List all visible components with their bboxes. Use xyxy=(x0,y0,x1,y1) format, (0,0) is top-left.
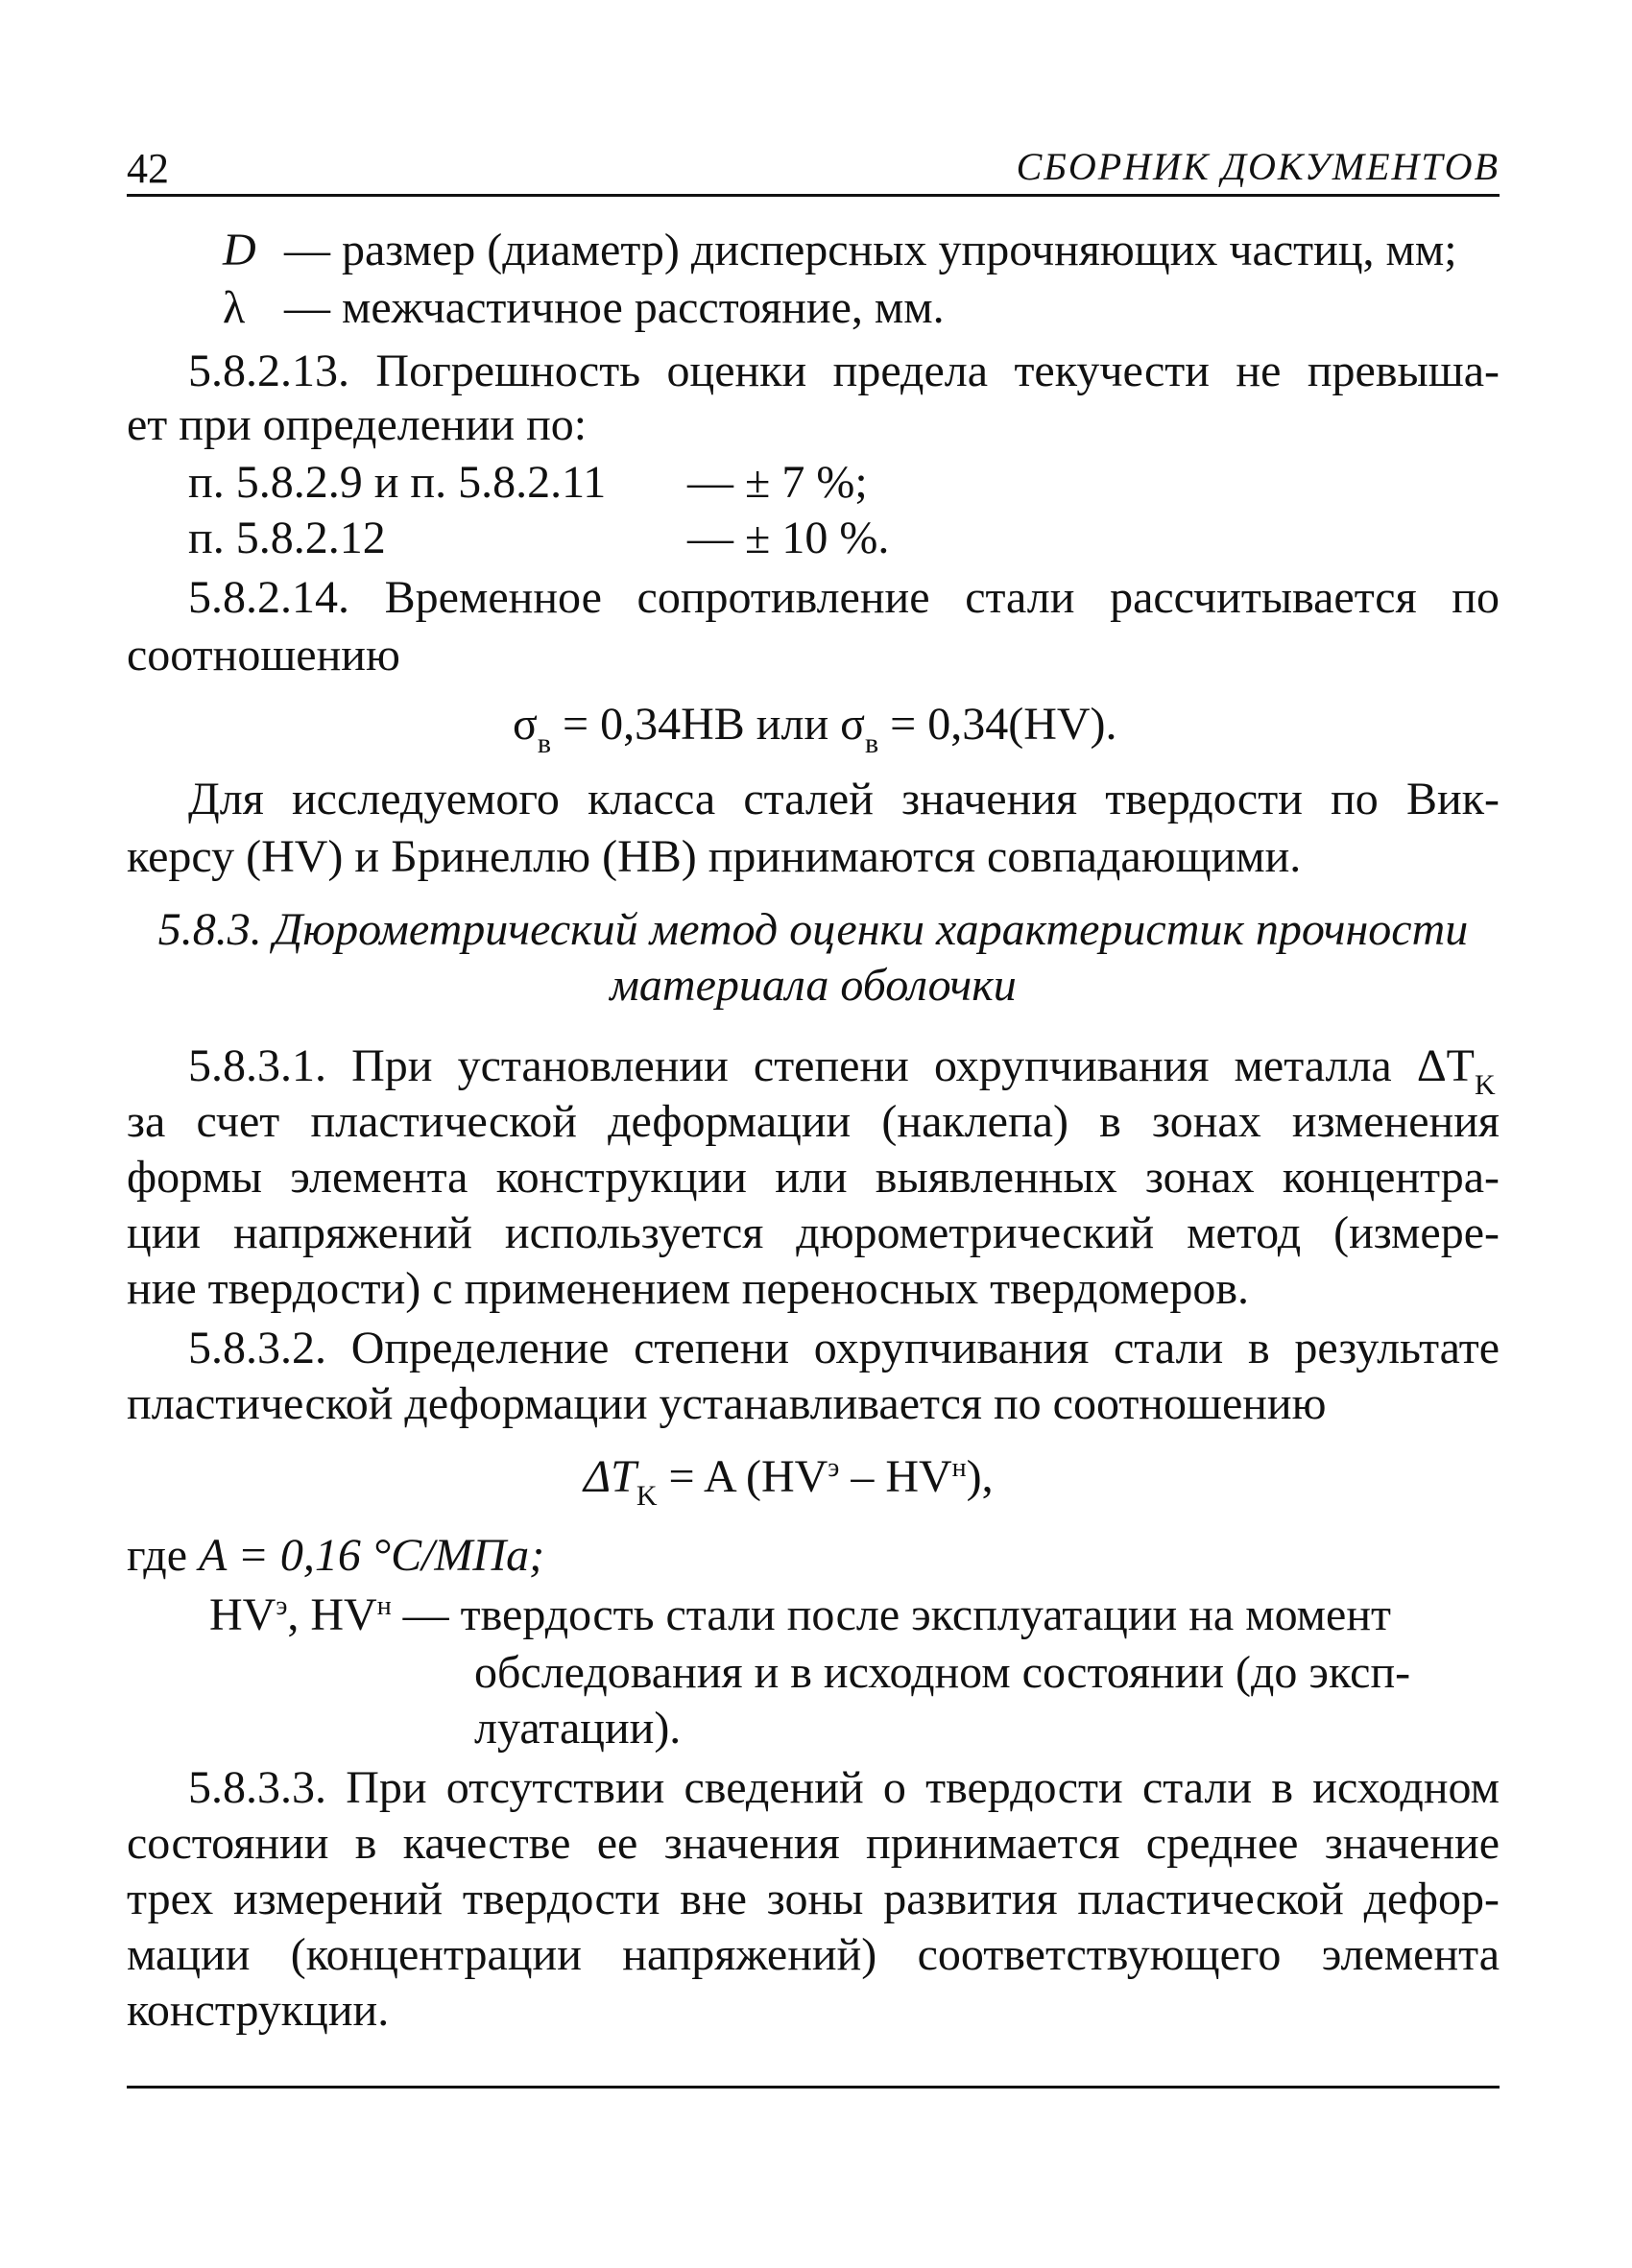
hv-definition-line2: обследования и в исходном состоянии (до эксп- xyxy=(474,1647,1411,1698)
para-5-8-3-2-line2: пластической деформации устанавливается по соотношению xyxy=(127,1378,1327,1429)
page-header xyxy=(127,134,1500,197)
section-title-line2: материала оболочки xyxy=(610,960,1017,1011)
footer-rule xyxy=(127,2086,1500,2089)
section-title-line1: 5.8.3. Дюрометрический метод оценки характеристик прочности xyxy=(157,904,1469,955)
para-5-8-2-13-line2: ет при определении по: xyxy=(127,399,588,450)
page-number: 42 xyxy=(127,145,169,192)
para-5-8-3-1-line4: ции напряжений используется дюрометрический метод (измере- xyxy=(127,1207,1500,1258)
para-hardness-line2: керсу (HV) и Бринеллю (HB) принимаются совпадающими. xyxy=(127,831,1302,882)
para-5-8-3-1-line1: 5.8.3.1. При установлении степени охрупчивания металла $\Delta T_K$ xyxy=(188,1040,1496,1101)
para-5-8-2-14-line2: соотношению xyxy=(127,630,400,680)
para-5-8-3-3-line3: трех измерений твердости вне зоны развития пластической дефор- xyxy=(127,1874,1500,1924)
para-5-8-3-1-line2: за счет пластической деформации (наклепа) в зонах изменения xyxy=(127,1096,1500,1147)
error-row-2: п. 5.8.2.12 — ± 10 %. xyxy=(188,513,890,563)
para-5-8-3-3-line1: 5.8.3.3. При отсутствии сведений о твердости стали в исходном xyxy=(188,1762,1500,1813)
def-lambda: λ — межчастичное расстояние, мм. xyxy=(223,282,945,333)
para-5-8-2-13-line1: 5.8.2.13. Погрешность оценки предела текучести не превыша- xyxy=(188,346,1500,396)
para-5-8-3-3-line5: конструкции. xyxy=(127,1985,390,2036)
para-5-8-3-3-line4: мации (концентрации напряжений) соответствующего элемента xyxy=(127,1929,1500,1980)
para-5-8-3-2-line1: 5.8.3.2. Определение степени охрупчивания стали в результате xyxy=(188,1323,1500,1373)
hv-definition-line1: $HV^э$, $HV^н$ — твердость стали после эксплуатации на момент xyxy=(209,1589,1391,1640)
para-5-8-3-3-line2: состоянии в качестве ее значения принимается среднее значение xyxy=(127,1818,1500,1869)
para-5-8-2-14-line1: 5.8.2.14. Временное сопротивление стали рассчитывается по xyxy=(188,572,1500,623)
error-row-1: п. 5.8.2.9 и п. 5.8.2.11 — ± 7 %; xyxy=(188,457,868,508)
para-5-8-3-1-line5: ние твердости) с применением переносных твердомеров. xyxy=(127,1263,1249,1314)
formula-sigma-b: $\sigma_в = 0,34HB$ или $\sigma_в = 0,34(HV)$. xyxy=(513,699,1117,759)
def-d: D — размер (диаметр) дисперсных упрочняющих частиц, мм; xyxy=(223,225,1457,275)
para-hardness-line1: Для исследуемого класса сталей значения твердости по Вик- xyxy=(188,774,1500,824)
running-head: СБОРНИК ДОКУМЕНТОВ xyxy=(1016,145,1500,188)
hv-definition-line3: луатации). xyxy=(474,1703,682,1754)
where-a: где A = 0,16 °C/МПа; xyxy=(127,1530,545,1581)
para-5-8-3-1-line3: формы элемента конструкции или выявленных зонах концентра- xyxy=(127,1152,1500,1203)
formula-delta-tk: $\Delta T_K = A$ $(HV^э - HV^н)$, xyxy=(584,1451,994,1512)
